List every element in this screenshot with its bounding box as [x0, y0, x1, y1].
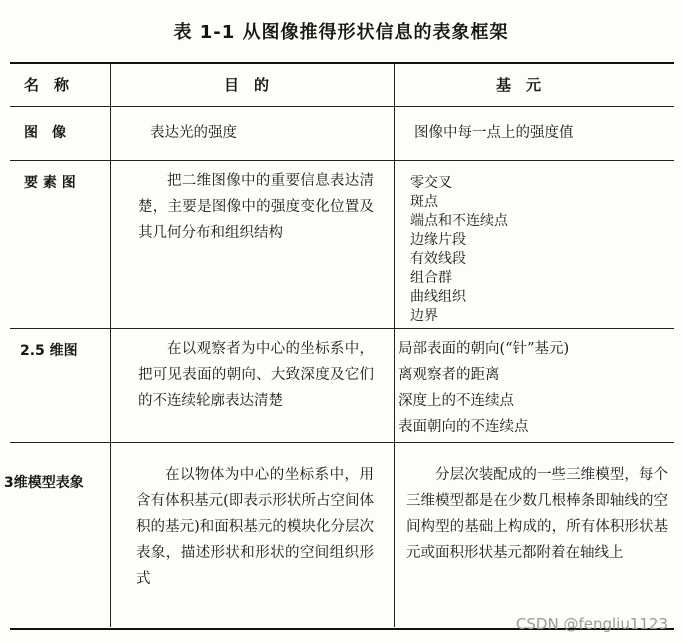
primitive-item: 零交叉 — [410, 175, 452, 191]
primitive-item: 离观察者的距离 — [398, 367, 500, 383]
header-primitives: 基 元 — [496, 76, 542, 94]
primitive-item: 组合群 — [410, 270, 452, 286]
row-image-name: 图 像 — [24, 125, 66, 141]
header-divider — [10, 106, 674, 107]
primitive-item: 端点和不连续点 — [410, 213, 508, 229]
header-purpose: 目 的 — [224, 76, 270, 94]
primitive-item: 局部表面的朝向(“针”基元) — [398, 341, 570, 357]
row-image-primitive: 图像中每一点上的强度值 — [414, 125, 574, 141]
header-name: 名 称 — [24, 76, 70, 94]
row-divider-2 — [10, 328, 674, 329]
row-primal-sketch-primitives — [410, 174, 508, 326]
row-3d-model-primitives: 分层次装配成的一些三维模型，每个三维模型都是在少数几根棒条即轴线的空间构型的基础上构成的，所有体积形状基元或面积形状基元都附着在轴线上 — [406, 467, 668, 561]
csdn-watermark: CSDN @fengliu1123 — [515, 615, 668, 633]
column-divider-1 — [110, 64, 111, 627]
row-primal-sketch-name: 要 素 图 — [24, 175, 76, 191]
row-25d-sketch-purpose: 在以观察者为中心的坐标系中，把可见表面的朝向、大致深度及它们的不连续轮廓表达清楚 — [138, 341, 374, 409]
primitive-item: 斑点 — [410, 194, 438, 210]
row-divider-1 — [10, 160, 674, 161]
primitive-item: 边界 — [410, 308, 438, 324]
primitive-item: 曲线组织 — [410, 289, 466, 305]
primitive-item: 有效线段 — [410, 251, 466, 267]
row-divider-3 — [10, 442, 674, 443]
primitive-item: 边缘片段 — [410, 232, 466, 248]
primitive-item: 深度上的不连续点 — [398, 393, 514, 409]
table-title: 表 1-1 从图像推得形状信息的表象框架 — [173, 22, 509, 43]
row-3d-model-purpose: 在以物体为中心的坐标系中，用含有体积基元(即表示形状所占空间体积的基元)和面积基元的模块化分层次表象，描述形状和形状的空间组织形式 — [136, 467, 374, 587]
framework-table — [4, 62, 674, 630]
row-primal-sketch-purpose: 把二维图像中的重要信息表达清楚，主要是图像中的强度变化位置及其几何分布和组织结构 — [138, 173, 374, 241]
row-25d-sketch-primitives — [398, 336, 569, 440]
row-image-purpose: 表达光的强度 — [150, 125, 237, 141]
primitive-item: 表面朝向的不连续点 — [398, 419, 529, 435]
column-divider-2 — [394, 64, 395, 627]
row-25d-sketch-name: 2.5 维图 — [20, 343, 78, 359]
row-3d-model-name: 3维模型表象 — [4, 475, 84, 491]
